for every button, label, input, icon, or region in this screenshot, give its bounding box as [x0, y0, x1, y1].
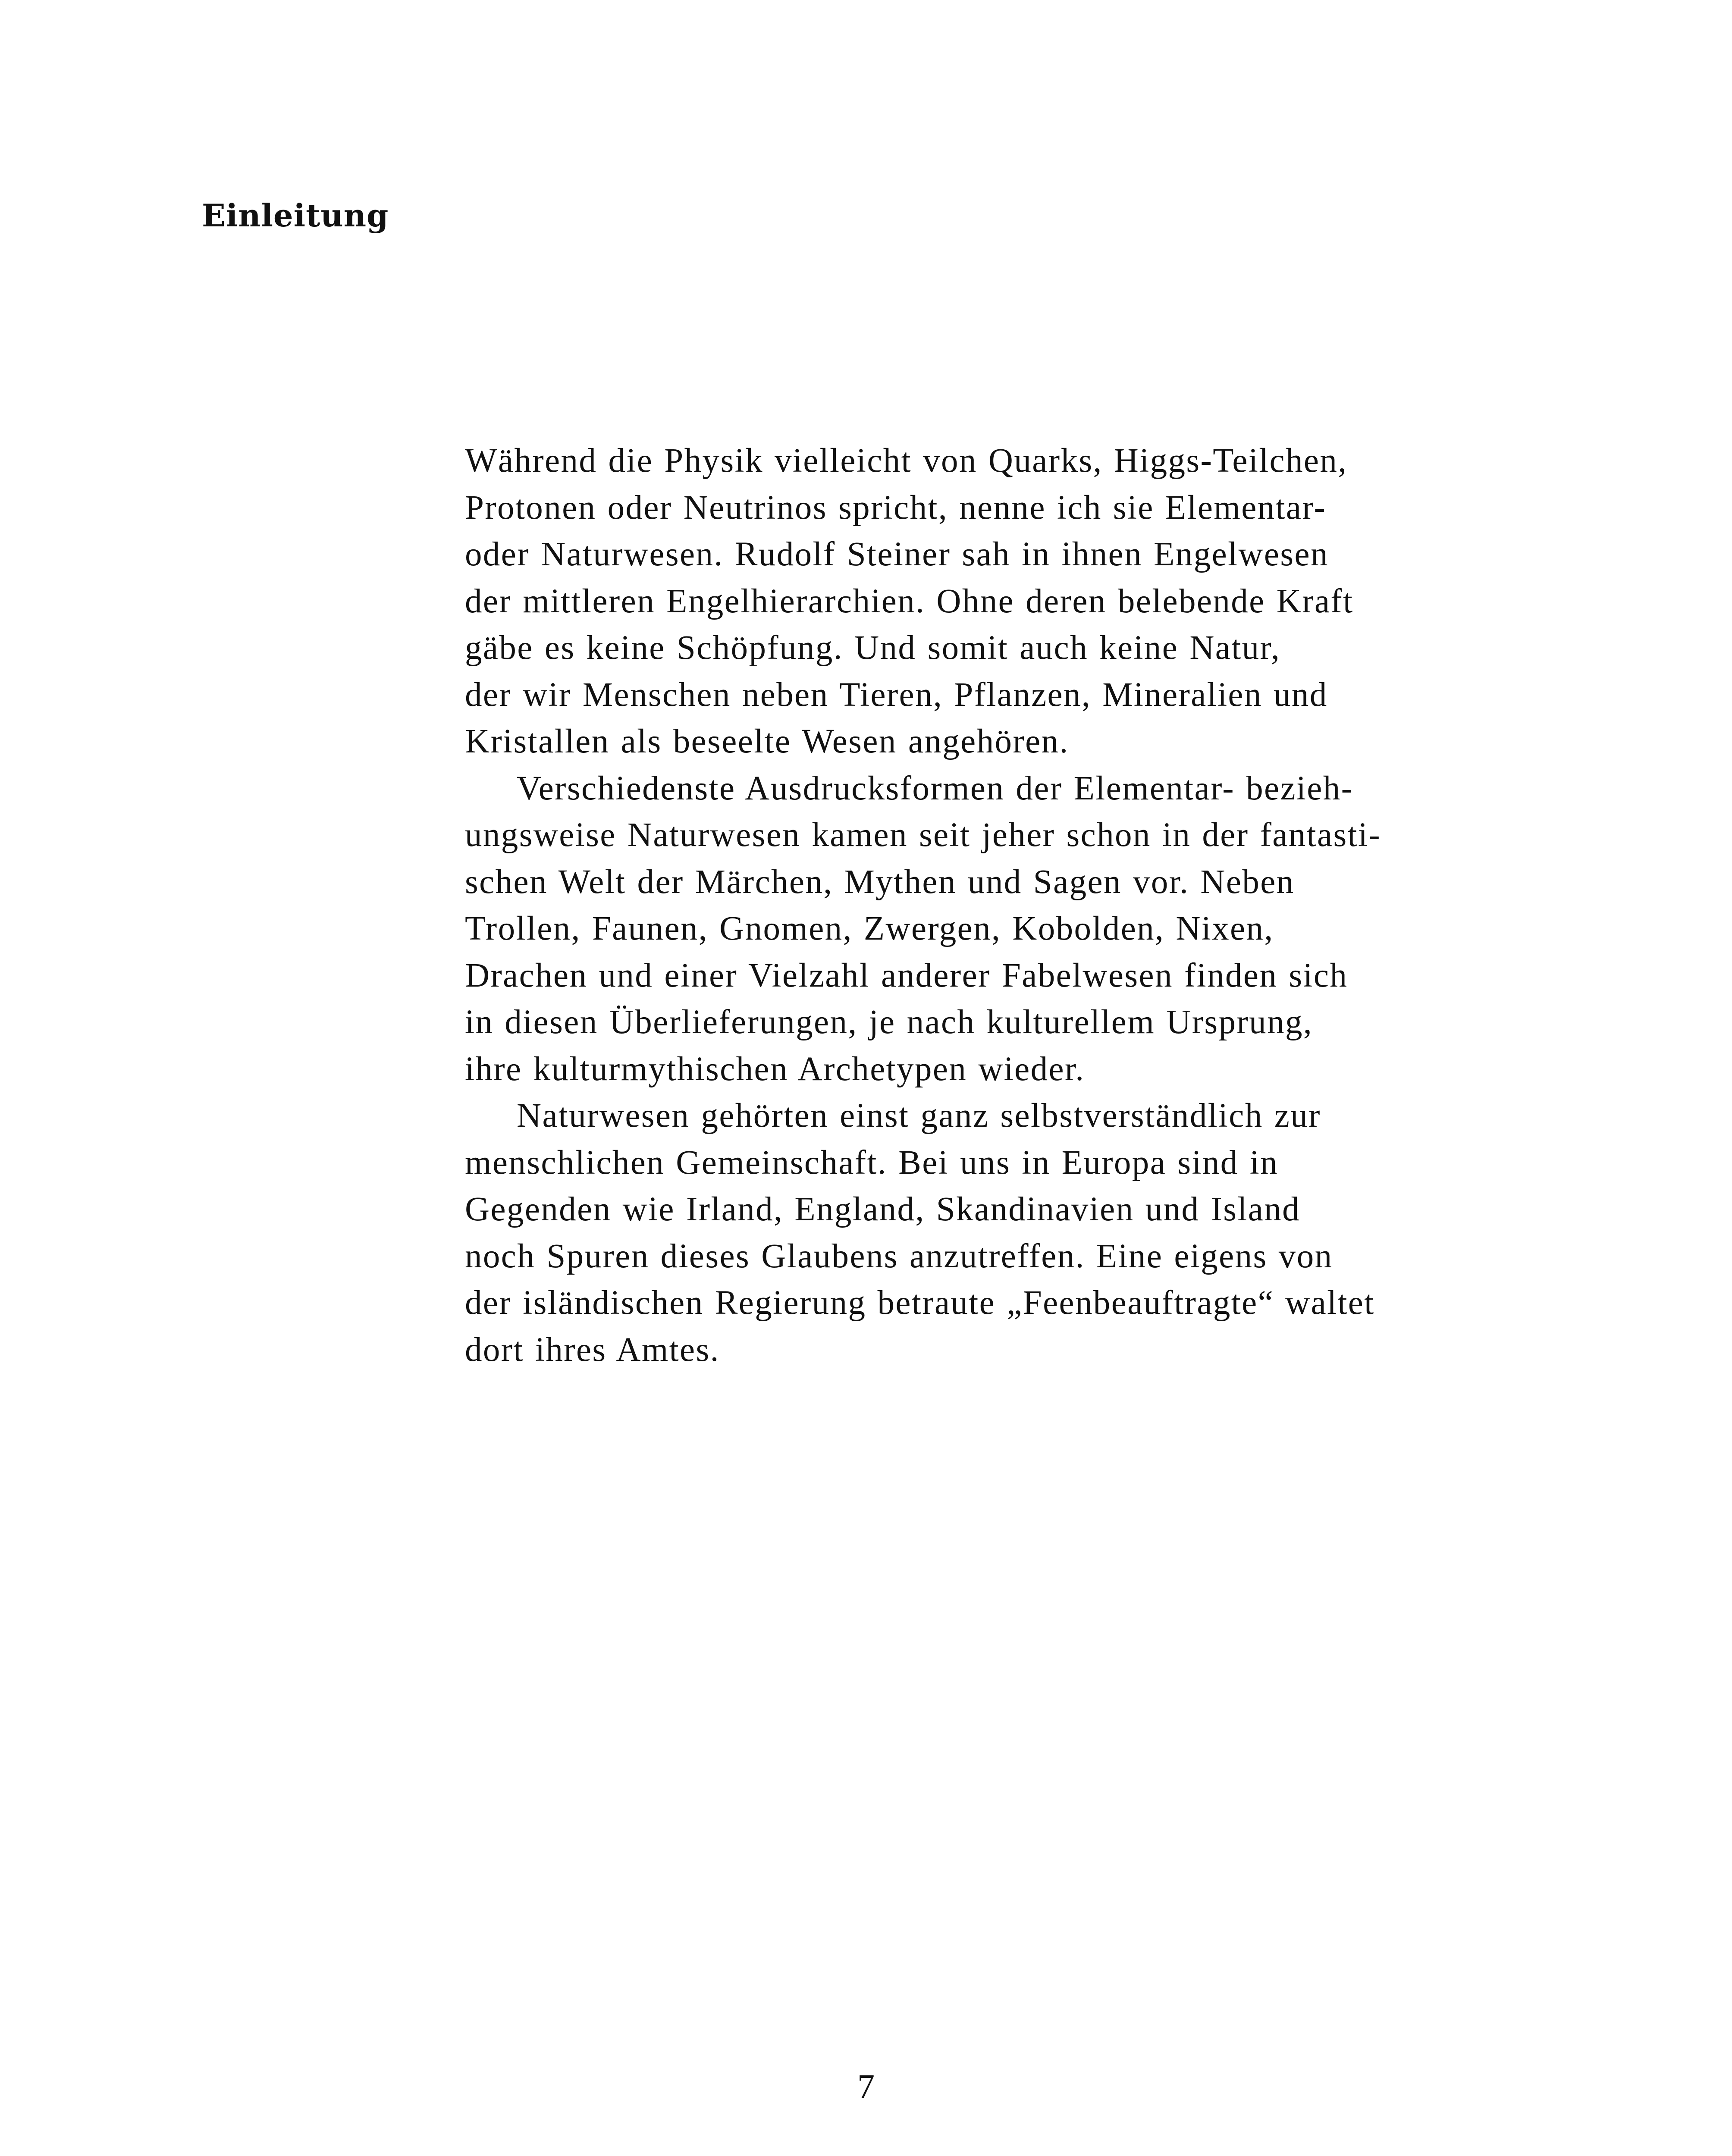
text-line: Kristallen als beseelte Wesen angehören.	[465, 723, 1069, 760]
text-line: Während die Physik vielleicht von Quarks, Higgs-Teilchen,	[465, 442, 1348, 479]
text-line: Protonen oder Neutrinos spricht, nenne ich sie Elementar-	[465, 489, 1327, 526]
text-line: Drachen und einer Vielzahl anderer Fabelwesen finden sich	[465, 956, 1348, 994]
text-line: ihre kulturmythischen Archetypen wieder.	[465, 1050, 1085, 1088]
text-line: oder Naturwesen. Rudolf Steiner sah in ihnen Engelwesen	[465, 536, 1329, 573]
paragraph-1	[465, 438, 1526, 765]
text-line: der wir Menschen neben Tieren, Pflanzen, Mineralien und	[465, 676, 1328, 714]
text-line: der isländischen Regierung betraute „Feenbeauftragte“ waltet	[465, 1284, 1375, 1322]
paragraph-3	[465, 1093, 1526, 1373]
text-line: ungsweise Naturwesen kamen seit jeher schon in der fantasti-	[465, 816, 1381, 854]
text-line: gäbe es keine Schöpfung. Und somit auch keine Natur,	[465, 629, 1281, 667]
text-line: noch Spuren dieses Glaubens anzutreffen. Eine eigens von	[465, 1237, 1333, 1275]
text-line: Verschiedenste Ausdrucksformen der Elementar- bezieh-	[517, 769, 1354, 807]
text-line: schen Welt der Märchen, Mythen und Sagen vor. Neben	[465, 863, 1295, 901]
text-line: Naturwesen gehörten einst ganz selbstverständlich zur	[517, 1097, 1321, 1134]
text-line: dort ihres Amtes.	[465, 1331, 720, 1369]
body-text	[465, 438, 1526, 1373]
paragraph-2	[465, 765, 1526, 1093]
text-line: Gegenden wie Irland, England, Skandinavien und Island	[465, 1191, 1300, 1228]
text-line: der mittleren Engelhierarchien. Ohne deren belebende Kraft	[465, 582, 1354, 620]
page-number: 7	[857, 2068, 875, 2106]
text-line: Trollen, Faunen, Gnomen, Zwergen, Kobolden, Nixen,	[465, 910, 1274, 947]
text-line: menschlichen Gemeinschaft. Bei uns in Europa sind in	[465, 1144, 1279, 1181]
text-line: in diesen Überlieferungen, je nach kulturellem Ursprung,	[465, 1003, 1313, 1041]
chapter-heading: Einleitung	[202, 197, 389, 234]
